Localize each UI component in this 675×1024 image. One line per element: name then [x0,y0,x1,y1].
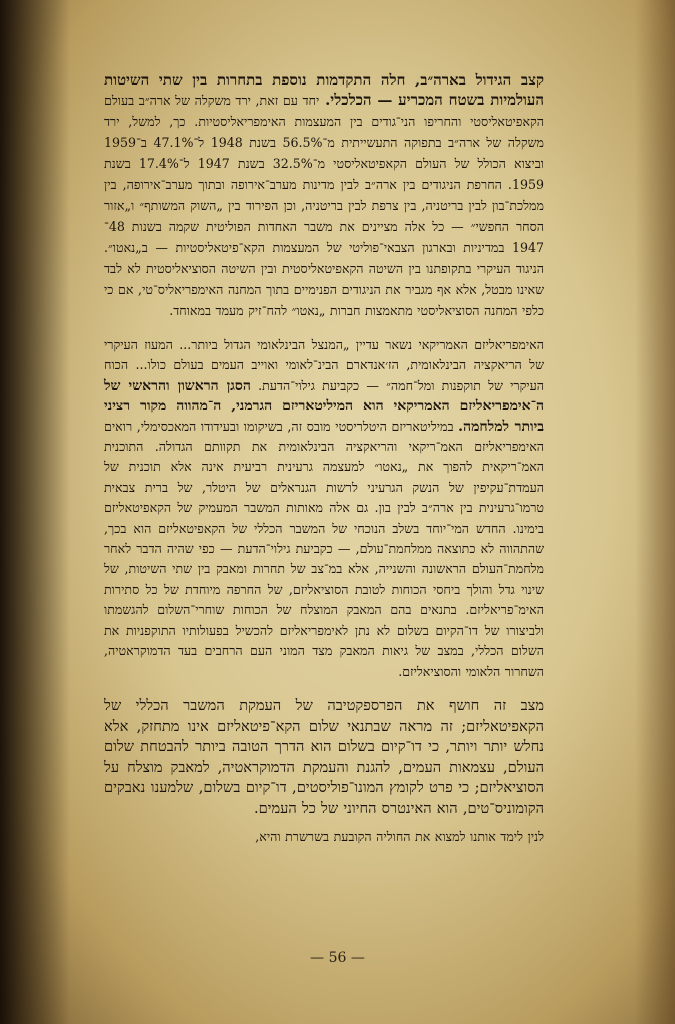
paragraph-2 [104,335,544,682]
binding-shadow [0,0,70,1024]
paragraph-1-lead: קצב הגידול בארה״ב, חלה התקדמות נוספת בתחרות בין שתי השיטות העולמיות בשטח המכריע — הכלכלי. [104,71,544,109]
page-edge-shadow [635,0,675,1024]
page-number: — 56 — [310,950,365,966]
paragraph-4: לנין לימד אותנו למצוא את החוליה הקובעת בשרשרת והיא, [255,829,544,845]
body-text [104,70,544,848]
paragraph-2-text-b: במיליטאריזם היטלריסטי מובס זה, בשיקומו ובעידודו המאכסימלי, רואים האימפריאליזם האמ־ריקאי והריאקציה הבינלאומית את תקוותם הגדולה. התוכנית האמ־ריקאית להפוך את „נאטו״ למעצמה גרעינית רביעית אינה אלא תוכנית של העמדת־עקיפין של הנשק הגרעיני לרשות הגנראלים של היטלר, של ברית צבאית טרמו־גרעינית בין ארה״ב לבין בון. גם אלה מאותות המשבר המעמיק של הקאפיטאליזם בימינו. החדש המי־יוחד בשלב הנוכחי של המשבר הכללי של הקאפיטאליזם הוא בכך, שהתהווה לא כתוצאה ממלחמת־עולם, — כקביעת גילוי־הדעת — כפי שהיה הדבר לאחר מלחמת־העולם הראשונה והשנייה, אלא במ־צב של תחרות ומאבק בין שתי השיטות, של שינוי גדל והולך ביחסי הכוחות לטובת הסוציאליזם, של החרפה מיוחדת של כל סתירות האימ־פריאליזם. בתנאים בהם המאבק המוצלח של הכוחות שוחרי־השלום להגשמתו ולביצורו של דו־הקיום בשלום לא נתן לאימפריאליזם להכשיל בפעולותיו התוקפניות את השלום הכללי, במצב של גיאות המאבק מצד המוני העם הרחבים בעד הדמוקראטיה, השחרור הלאומי והסוציאליזם. [104,418,544,679]
paragraph-3: מצב זה חושף את הפרספקטיבה של העמקת המשבר הכללי של הקאפיטאליזם; זה מראה שבתנאי שלום הקא־פיטאליזם אינו מתחזק, אלא נחלש יותר ויותר, כי דו־קיום בשלום הוא הדרך הטובה ביותר להבטחת שלום העולם, עצמאות העמים, להגנת והעמקת הדמוקראטיה, למאבק מוצלח על הסוציאליזם; כי פרט לקומץ המונו־פוליסטים, דו־קיום בשלום, שלמענו נאבקים הקומוניס־טים, הוא האינטרס החיוני של כל העמים. [104,696,544,817]
paragraph-1 [104,70,544,321]
paragraph-1-text: יחד עם זאת, ירד משקלה של ארה״ב בעולם הקאפיטאליסטי והחריפו הני־גודים בין המעצמות האימפריאליסטיות. כך, למשל, ירד משקלה של ארה״ב בתפוקה התעשייתית מ־56.5% בשנת 1948 ל־47.1% ב־1959 וביצוא הכולל של העולם הקאפיטאליסטי מ־32.5% בשנת 1947 ל־17.4% בשנת 1959. החרפת הניגודים בין ארה״ב לבין מדינות מערב־אירופה ובתוך מערב־אירופה, בין ממלכת־בון לבין בריטניה, בין צרפת לבין בריטניה, וכן הפירוד בין „השוק המשותף״ ו„אזור הסחר החפשי״ — כל אלה מציינים את משבר האחדות הפוליטית שקמה בשנות 48־1947 במדיניות ובארגון הצבאי־פוליטי של המעצמות הקא־פיטאליסטיות — ב„נאטו״. הניגוד העיקרי בתקופתנו בין השיטה הקאפיטאליסטית ובין השיטה הסוציאליסטית לא לבד שאינו מבטל, אלא אף מגביר את הניגודים הפנימיים בתוך המחנה האימפריאליס־טי, אם כי כלפי המחנה הסוציאליסטי מתאמצות חברות „נאטו״ להח־זיק מעמד במאוחד. [104,93,545,318]
paragraph-2-emphasis: הסגן הראשון והראשי של ה־אימפריאליזם האמריקאי הוא המיליטאריזם הגרמני, ה־מהווה מקור רציני ביותר למלחמה. [104,377,544,435]
paragraph-2-text-a: האימפריאליזם האמריקאי נשאר עדיין „המנצל הבינלאומי הגדול ביותר... המעוז העיקרי של הריאקציה הבינלאומית, הז׳אנדארם הבינ־לאומי ואוייב העמים בעולם כולו... הכוח העיקרי של תוקפנות ומל־חמה״ — כקביעת גילוי־הדעת. [104,337,544,393]
